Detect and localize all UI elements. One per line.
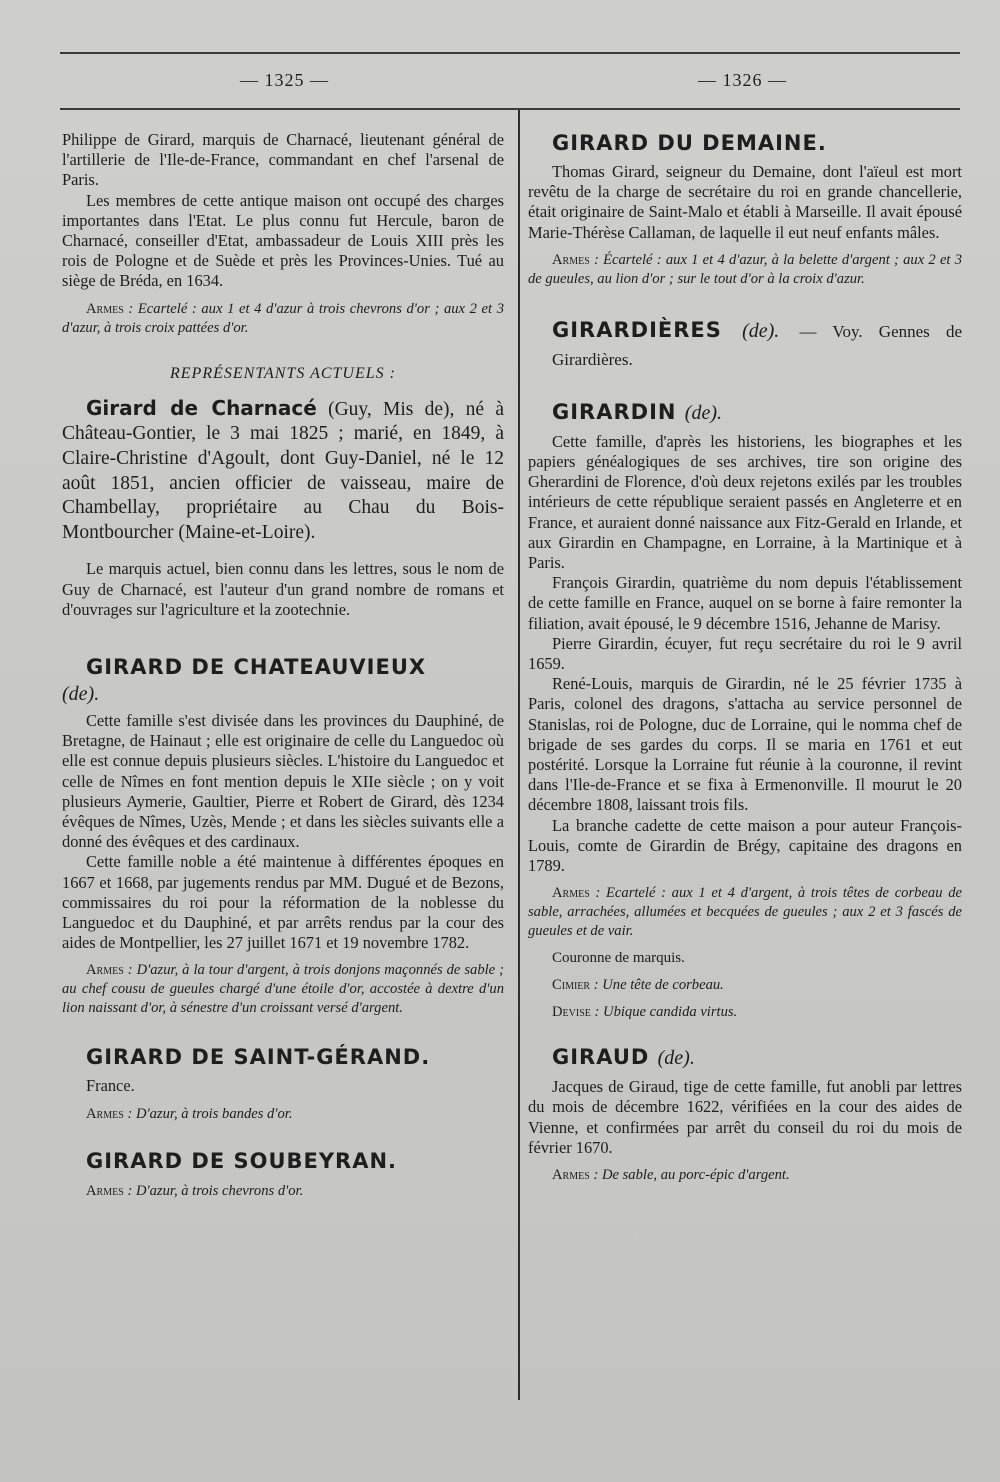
girardin-couronne: Couronne de marquis. — [552, 950, 685, 967]
representant-entry — [62, 396, 504, 546]
arms-giraud — [528, 1166, 962, 1185]
arms-text: : Écartelé : aux 1 et 4 d'azur, à la belette d'argent ; aux 2 et 3 de gueules, au lion d'or ; sur le tout d'or à la croix d'azur. — [528, 251, 962, 287]
arms-label: Armes — [552, 1167, 590, 1184]
entry-title: GIRARD DE SOUBEYRAN. — [86, 1148, 398, 1173]
intro-paragraph-1: Philippe de Girard, marquis de Charnacé, lieutenant général de l'artillerie de l'Ile-de-France, commandant en chef l'arsenal de Paris. — [62, 130, 504, 190]
left-column — [62, 130, 504, 1201]
arms-soubeyran — [62, 1182, 504, 1201]
arms-demaine — [528, 251, 962, 289]
entry-de: (de). — [62, 683, 100, 705]
entry-girardin — [528, 399, 962, 1022]
saintgerand-text: France. — [86, 1076, 135, 1096]
top-rule — [60, 52, 960, 54]
arms-label: Armes — [86, 1105, 124, 1122]
entry-giraud — [528, 1044, 962, 1185]
arms-text: : De sable, au porc-épic d'argent. — [593, 1167, 790, 1184]
arms-charnace — [62, 300, 504, 338]
entry-de: (de). — [742, 319, 780, 342]
page-number-left: — 1325 — — [240, 70, 329, 90]
entry-title: GIRARD DE CHATEAUVIEUX — [86, 655, 427, 679]
entry-title: GIRAUD — [552, 1045, 650, 1070]
arms-text: : D'azur, à trois bandes d'or. — [127, 1105, 293, 1122]
entry-title: GIRARD DE SAINT-GÉRAND. — [86, 1045, 431, 1070]
entry-title: GIRARDIÈRES — [552, 317, 722, 342]
devise-label: Devise — [552, 1004, 591, 1021]
entry-de: (de). — [657, 1047, 695, 1070]
intro-paragraph-2: Les membres de cette antique maison ont occupé des charges importantes dans l'Etat. Le plus connu fut Hercule, baron de Charnacé, conseiller d'Etat, ambassadeur de Louis XIII près les rois de Pologne et de Suède et près les Provinces-Unies. Tué au siège de Bréda, en 1634. — [62, 190, 504, 291]
cimier-text: : Une tête de corbeau. — [593, 977, 724, 994]
girardin-paragraph-5: La branche cadette de cette maison a pour auteur François-Louis, comte de Girardin de Brégy, capitaine des dragons en 1789. — [528, 815, 962, 876]
entry-girardieres-line — [528, 317, 962, 373]
cimier-label: Cimier — [552, 977, 591, 994]
arms-saintgerand — [62, 1105, 504, 1124]
devise-text: : Ubique candida virtus. — [594, 1004, 738, 1021]
girardin-cimier — [528, 976, 962, 995]
arms-text: : D'azur, à trois chevrons d'or. — [127, 1182, 304, 1199]
demaine-text: Thomas Girard, seigneur du Demaine, dont l'aïeul est mort revêtu de la charge de secrétaire du roi en grande chancellerie, était originaire de Saint-Malo et établi à Marseille. Il avait épousé Marie-Thérèse Callaman, de laquelle il eut neuf enfants mâles. — [528, 162, 962, 242]
arms-label: Armes — [86, 962, 124, 979]
right-column — [528, 130, 962, 1185]
entry-saintgerand — [62, 1044, 504, 1123]
giraud-text: Jacques de Giraud, tige de cette famille, fut anobli par lettres du mois de décembre 1622, vérifiées en la cour des aides de Vienne, et confirmées par arrêt du conseil du roi du mois de février 1670. — [528, 1077, 962, 1157]
arms-label: Armes — [86, 1182, 124, 1199]
marquis-paragraph: Le marquis actuel, bien connu dans les lettres, sous le nom de Guy de Charnacé, est l'auteur d'un grand nombre de romans et d'ouvrages sur l'agriculture et la zootechnie. — [62, 559, 504, 619]
arms-label: Armes — [552, 251, 590, 268]
girardin-paragraph-3: Pierre Girardin, écuyer, fut reçu secrétaire du roi le 9 avril 1659. — [528, 633, 962, 674]
entry-soubeyran — [62, 1148, 504, 1201]
chateauvieux-paragraph-1: Cette famille s'est divisée dans les provinces du Dauphiné, de Bretagne, de Hainaut ; elle est originaire de celle du Languedoc où elle est connue depuis plusieurs siècles. L'histoire du Languedoc et celle de Nîmes en font mention depuis le XIIe siècle ; on y voit plusieurs Aymerie, Gaultier, Pierre et Robert de Girard, dès 1234 évêques de Nîmes, Uzès, Mende ; et dans les siècles suivants elle a donné des évêques et des cardinaux. — [62, 711, 504, 852]
arms-chateauvieux — [62, 961, 504, 1018]
representant-text: (Guy, Mis de), né à Château-Gontier, le 3 mai 1825 ; marié, en 1849, à Claire-Christine d'Agoult, dont Guy-Daniel, né le 12 août 1851, ancien officier de vaisseau, maire de Chambellay, propriétaire au Chau du Bois-Montbourcher (Maine-et-Loire). — [62, 398, 505, 543]
representants-heading: REPRÉSENTANTS ACTUELS : — [170, 364, 396, 382]
arms-label: Armes — [86, 300, 124, 317]
girardin-paragraph-2: François Girardin, quatrième du nom depuis l'établissement de cette famille en France, auquel on se borne à faire remonter la filiation, avait épousé, le 9 décembre 1516, Jehanne de Marisy. — [528, 573, 962, 633]
entry-title: GIRARDIN — [552, 399, 677, 424]
girardin-paragraph-1: Cette famille, d'après les historiens, les biographes et les papiers généalogiques de ses archives, tire son origine des Gherardini de Florence, d'où deux rejetons exilés par les troubles intérieurs de cette république seraient passés en Angleterre et en France, et auraient donné naissance aux Fitz-Gerald en Irlande, et aux Girardin en Champagne, en Lorraine, à la Martinique et à Paris. — [528, 431, 962, 573]
representant-name: Girard de Charnacé — [86, 395, 317, 420]
girardin-paragraph-4: René-Louis, marquis de Girardin, né le 25 février 1735 à Paris, colonel des dragons, s'attacha au service personnel de Stanislas, roi de Pologne, duc de Lorraine, qui le nomma chef de brigade de ses gardes du corps. Il se maria en 1761 et eut postérité. Lorsque la Lorraine fut réunie à la couronne, il revint dans l'Ile-de-France et se fixa à Ermenonville. Il mourut le 20 décembre 1808, laissant trois fils. — [528, 674, 962, 815]
entry-demaine — [528, 130, 962, 289]
arms-label: Armes — [552, 885, 590, 902]
entry-voy: — Voy. Gennes de Girardières. — [552, 321, 963, 369]
entry-title: GIRARD DU DEMAINE. — [552, 131, 827, 155]
entry-girardieres — [528, 317, 962, 373]
arms-girardin — [528, 884, 962, 941]
page-number-right: — 1326 — — [698, 70, 787, 90]
chateauvieux-paragraph-2: Cette famille noble a été maintenue à différentes époques en 1667 et 1668, par jugements rendus par MM. Dugué et de Bezons, commissaires du roi pour la réformation de la noblesse du Languedoc et du Dauphiné, et par arrêts rendus par la cour des aides de Montpellier, les 27 juillet 1671 et 19 novembre 1782. — [62, 852, 504, 953]
header-rule — [60, 108, 960, 110]
entry-de: (de). — [684, 401, 722, 424]
arms-text: : Ecartelé : aux 1 et 4 d'argent, à trois têtes de corbeau de sable, arrachées, allumées et becquées de gueules ; aux 2 et 3 fascés de gueules et de vair. — [528, 885, 962, 940]
arms-text: : Ecartelé : aux 1 et 4 d'azur à trois chevrons d'or ; aux 2 et 3 d'azur, à trois croix pattées d'or. — [62, 300, 504, 336]
entry-chateauvieux — [62, 654, 504, 1018]
arms-text: : D'azur, à la tour d'argent, à trois donjons maçonnés de sable ; au chef cousu de gueules chargé d'une étoile d'or, accostée à dextre d'un lion naissant d'or, à sénestre d'un croissant versé d'argent. — [62, 962, 504, 1017]
column-divider — [518, 110, 520, 1400]
girardin-devise — [528, 1003, 962, 1022]
